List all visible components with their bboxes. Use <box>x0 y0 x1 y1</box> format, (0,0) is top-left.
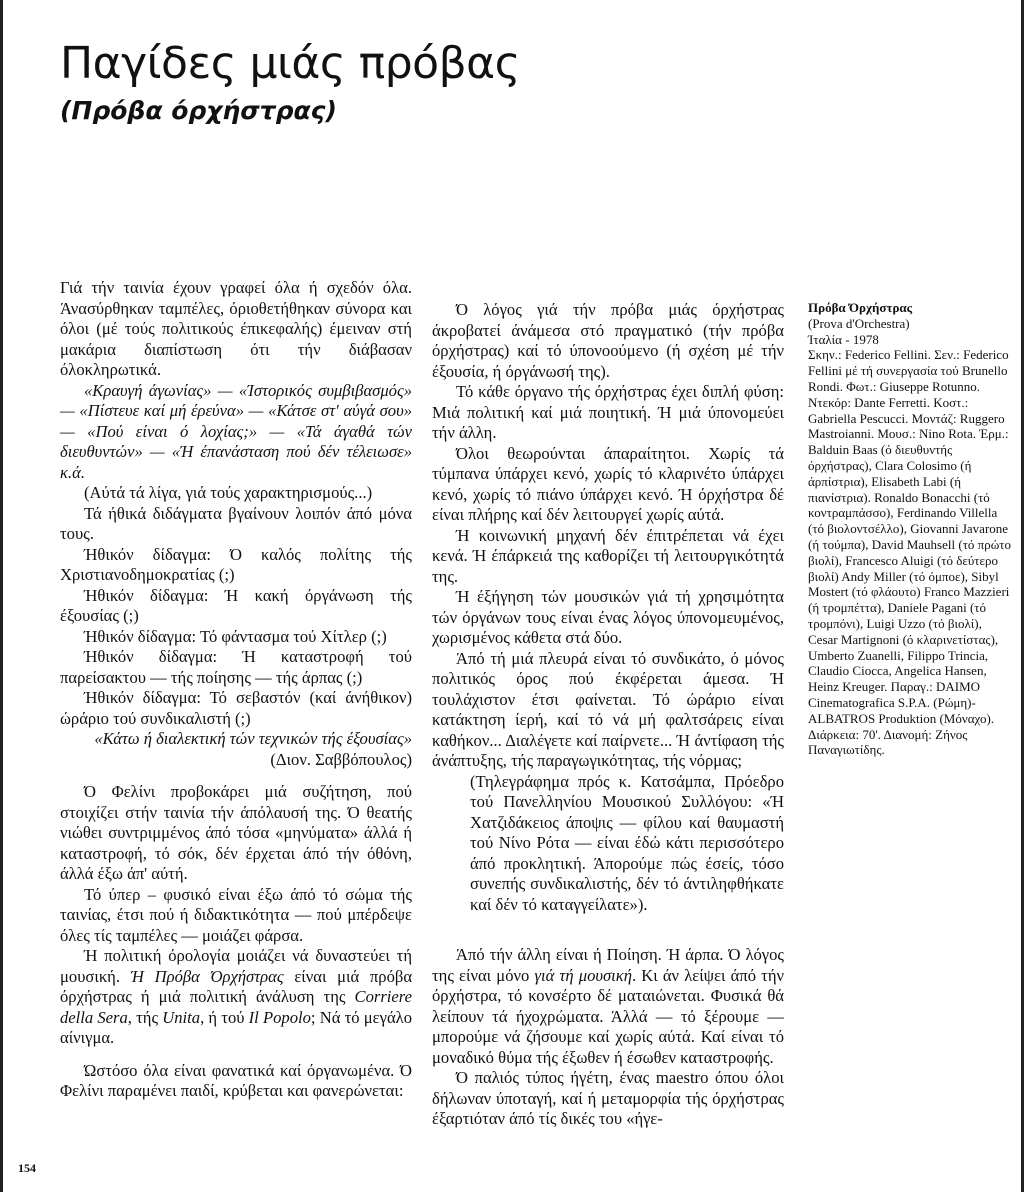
newspaper-name: Unita <box>162 1007 201 1027</box>
epigraph-author: (Διον. Σαββόπουλος) <box>270 749 412 769</box>
moral-lesson: Ήθικόν δίδαγμα: Τό σεβαστόν (καί άνήθικον) ώράριο τού συνδικαλιστή (;) <box>60 688 412 728</box>
paragraph: Γιά τήν ταινία έχουν γραφεί όλα ή σχεδόν όλα. Άνασύρθηκαν ταμπέλες, όριοθετήθηκαν σύνορα και όλοι (μέ τούς πολιτικούς έπικεφαλής) έμειναν στή μακάρια διαπίστωση ότι τήν διάβασαν όλοκληρωτικά. <box>60 278 412 379</box>
credits-title: Πρόβα Όρχήστρας <box>808 300 913 315</box>
paragraph: (Αύτά τά λίγα, γιά τούς χαρακτηρισμούς...) <box>84 483 373 502</box>
text-span: . Κι άν λείψει άπό τήν όρχήστρα, τό κονσέρτο δέ ματαιώνεται. Φυσικά θά λείπουν τά ήχοχρώματα. Άλλά — τό ξέρουμε — μπορούμε νά ζήσουμε καί χωρίς αύτά. Καί είναι τό μοναδικό θύμα τής έξωθεν ή έσωθεν καταστροφής. <box>432 965 784 1067</box>
moral-lesson: Ήθικόν δίδαγμα: Ή καταστροφή τού παρείσακτου — τής ποίησης — τής άρπας (;) <box>60 647 412 687</box>
article-column-2 <box>432 300 784 1130</box>
text-span: , τής <box>127 1007 163 1027</box>
moral-lesson: Ήθικόν δίδαγμα: Ό καλός πολίτης τής Χριστιανοδημοκρατίας (;) <box>60 544 412 584</box>
paragraph: Άπό τή μιά πλευρά είναι τό συνδικάτο, ό μόνος πολιτικός όρος πού έκφέρεται άμεσα. Ή τουλάχιστον έτσι φαίνεται. Τό ώράριο είναι κατάκτηση ίερή, καί τό νά μή φαλτσάρεις είναι καθήκον... Διαλέγετε καί παίρνετε... Ή άντίφαση τής άνάπτυξης, τής παραγωγικότητας, τής νόρμας; <box>432 648 784 770</box>
scan-edge-left <box>0 0 3 1192</box>
text-span: Ή πολιτική όρολογία μοιάζει νά δυναστεύει τή μουσική. <box>60 946 412 986</box>
epigraph-quote: «Κάτω ή διαλεκτική τών τεχνικών τής έξουσίας» <box>94 729 412 748</box>
article-column-1 <box>60 278 412 1102</box>
page-title: Παγίδες μιάς πρόβας <box>60 38 520 89</box>
page-subtitle: (Πρόβα όρχήστρας) <box>60 96 337 125</box>
paragraph: Ό παλιός τύπος ήγέτη, ένας maestro όπου όλοι δήλωναν ύποταγή, καί ή μεταμορφία τής όρχήστρας έξαρτιόταν άπό τίς δικές του «ήγε- <box>432 1068 784 1128</box>
paragraph-quotes: «Κραυγή άγωνίας» — «Ίστορικός συμβιβασμός» — «Πίστευε καί μή έρεύνα» — «Κάτσε στ' αύγά σου» — «Πού είναι ό λοχίας;» — «Τά άγαθά τών διευθυντών» — «Ή έπανάσταση πού δέν τέλειωσε» κ.ά. <box>60 380 412 482</box>
newspaper-name: Corriere della Sera <box>60 987 412 1027</box>
text-span: ; Νά τό μεγάλο αίνιγμα. <box>60 1007 412 1047</box>
newspaper-name: Il Popolo <box>248 1007 311 1027</box>
credits-country-year: Ίταλία - 1978 <box>808 331 879 347</box>
credits-body: Σκην.: Federico Fellini. Σεν.: Federico Fellini μέ τή συνεργασία τού Brunello Rondi. Φωτ.: Giuseppe Rotunno. Ντεκόρ: Dante Ferretti. Κοστ.: Gabriella Pescucci. Μοντάζ: Ruggero Mastroianni. Μουσ.: Nino Rota. Έρμ.: Balduin Baas (ό διευθυντής όρχήστρας), Clara Colosimo (ή άρπίστρια), Elisabeth Labi (ή πιανίστρια). Ronaldo Bonacchi (τό κοντραμπάσσο), Ferdinando Villella (τό βιολοντσέλλο), Giovanni Javarone (ή τούμπα), David Mauhsell (τό πρώτο βιολί), Francesco Aluigi (τό δεύτερο βιολί) Andy Miller (τό όμποε), Sibyl Mostert (τό φλάουτο) Franco Mazzieri (ή τρομπέττα), Daniele Pagani (τό τρομπόνι), Luigi Uzzo (τό βιολί), Cesar Martignoni (ό κλαρινετίστας), Umberto Zuanelli, Filippo Trincia, Claudio Ciocca, Angelica Hansen, Heinz Kreuger. Παραγ.: DAIMO Cinematografica S.P.A. (Ρώμη)-ALBATROS Produktion (Μόναχο). Διάρκεια: 70'. Διανομή: Ζήνος Παναγιωτίδης. <box>808 347 1011 758</box>
moral-lesson: Ήθικόν δίδαγμα: Ή κακή όργάνωση τής έξουσίας (;) <box>60 585 412 625</box>
text-span: , ή τού <box>200 1007 249 1027</box>
film-credits <box>808 300 1014 758</box>
moral-lesson: Ήθικόν δίδαγμα: Τό φάντασμα τού Χίτλερ (;) <box>84 626 387 646</box>
paragraph: Ώστόσο όλα είναι φανατικά καί όργανωμένα. Ό Φελίνι παραμένει παιδί, κρύβεται και φανερώνεται: <box>60 1060 412 1100</box>
paragraph: Τά ήθικά διδάγματα βγαίνουν λοιπόν άπό μόνα τους. <box>60 503 412 543</box>
paragraph <box>60 946 412 1049</box>
paragraph: Ό λόγος γιά τήν πρόβα μιάς όρχήστρας άκροβατεί άνάμεσα στό πραγματικό (τήν πρόβα όρχήστρας) καί τό ύπονοούμενο (ή σχέση μέ τήν έξουσία, ή όργάνωσή της). <box>432 300 784 381</box>
text-span: Άπό τήν άλλη είναι ή Ποίηση. Ή άρπα. Ό λόγος της είναι μόνο <box>432 945 784 985</box>
paragraph: Ή κοινωνική μηχανή δέν έπιτρέπεται νά έχει κενά. Ή έπάρκειά της καθορίζει τή λειτουργικότητά της. <box>432 525 784 586</box>
text-span: είναι μιά πρόβα όρχήστρας ή μιά πολιτική άνάλυση της <box>60 966 413 1006</box>
paragraph: Τό ύπερ – φυσικό είναι έξω άπό τό σώμα τής ταινίας, έτσι πού ή διδακτικότητα — πού μπέρδεψε όλες τίς ταμπέλες — μοιάζει φάρσα. <box>60 884 412 945</box>
paragraph <box>432 945 784 1068</box>
telegram-quote: (Τηλεγράφημα πρός κ. Κατσάμπα, Πρόεδρο τού Πανελληνίου Μουσικού Συλλόγου: «Ή Χατζιδάκειος άποψις — φίλου καί θαυμαστή τού Νίνο Ρότα — είναι έδώ κάτι περισσότερο άπό προκλητική. Άπορούμε πώς έσείς, τόσο συνεπής συνδικαλιστής, δέν τό άντιληφθήκατε καί δέν τό καταγγείλατε»). <box>470 771 784 914</box>
paragraph: Τό κάθε όργανο τής όρχήστρας έχει διπλή φύση: Μιά πολιτική καί μιά ποιητική. Ή μιά ύπονομεύει τήν άλλη. <box>432 382 784 442</box>
paragraph: Ή έξήγηση τών μουσικών γιά τή χρησιμότητα τών όργάνων τους είναι ένας λόγος ύπονομευμένος, χωρισμένος κάθετα στά δύο. <box>432 587 784 647</box>
paragraph: Όλοι θεωρούνται άπαραίτητοι. Χωρίς τά τύμπανα ύπάρχει κενό, χωρίς τό κλαρινέτο ύπάρχει κενό, χωρίς τό πιάνο ύπάρχει κενό. Ή όρχήστρα δέ είναι πλήρης καί δέν λειτουργεί χωρίς αύτά. <box>432 443 784 524</box>
emphasis: γιά τή μουσική <box>534 965 632 985</box>
page-number: 154 <box>18 1161 36 1175</box>
film-title: Ή Πρόβα Όρχήστρας <box>130 966 284 986</box>
paragraph: Ό Φελίνι προβοκάρει μιά συζήτηση, πού στοιχίζει στήν ταινία τήν άπόλαυσή της. Ό θεατής νιώθει συντριμμένος άπό τόσα «μηνύματα» άλλά ή καταστροφή, τό σόκ, δέν έρχεται άπό τήν όθόνη, άλλά έξω άπ' αύτή. <box>60 782 412 883</box>
credits-original-title: (Prova d'Orchestra) <box>808 315 910 331</box>
